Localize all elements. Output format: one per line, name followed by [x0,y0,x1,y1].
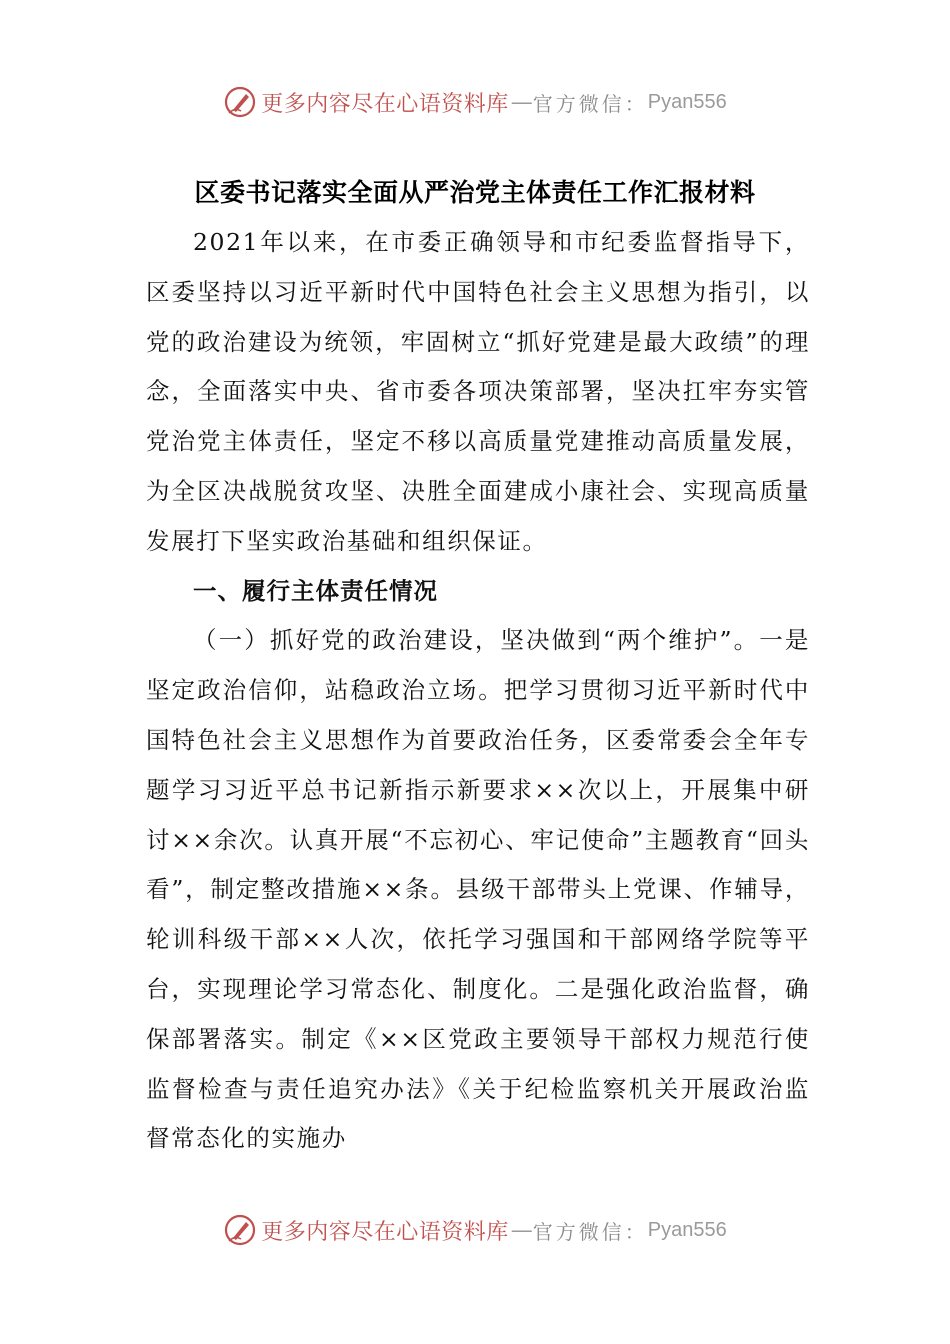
footer-watermark [0,1210,950,1250]
pen-logo-icon [223,85,257,119]
watermark-dash: — [510,1217,531,1243]
section-heading: 一、履行主体责任情况 [193,576,438,605]
watermark-site: 更多内容尽在心语资料库 [261,1219,509,1245]
intro-paragraph: 2021年以来，在市委正确领导和市纪委监督指导下，区委坚持以习近平新时代中国特色社会主义思想为指引，以党的政治建设为统领，牢固树立“抓好党建是最大政绩”的理念，全面落实中央、省市委各项决策部署，坚决扛牢夯实管党治党主体责任，坚定不移以高质量党建推动高质量发展，为全区决战脱贫攻坚、决胜全面建成小康社会、实现高质量发展打下坚实政治基础和组织保证。 [146,228,810,555]
watermark-dash: — [510,89,531,115]
document-body [146,218,810,1164]
watermark-wechat-id: Pyan556 [647,1218,727,1241]
pen-logo-icon [223,1213,257,1247]
document-title: 区委书记落实全面从严治党主体责任工作汇报材料 [194,178,756,207]
header-watermark [0,82,950,122]
section-paragraph: （一）抓好党的政治建设，坚决做到“两个维护”。一是坚定政治信仰，站稳政治立场。把学习贯彻习近平新时代中国特色社会主义思想作为首要政治任务，区委常委会全年专题学习习近平总书记新指示新要求××次以上，开展集中研讨××余次。认真开展“不忘初心、牢记使命”主题教育“回头看”，制定整改措施××条。县级干部带头上党课、作辅导，轮训科级干部××人次，依托学习强国和干部网络学院等平台，实现理论学习常态化、制度化。二是强化政治监督，确保部署落实。制定《××区党政主要领导干部权力规范行使监督检查与责任追究办法》《关于纪检监察机关开展政治监督常态化的实施办 [146,626,810,1153]
watermark-site: 更多内容尽在心语资料库 [261,91,509,117]
watermark-wechat-id: Pyan556 [647,90,727,113]
watermark-wechat-label: 官方微信： [532,91,648,116]
watermark-wechat-label: 官方微信： [532,1219,648,1244]
